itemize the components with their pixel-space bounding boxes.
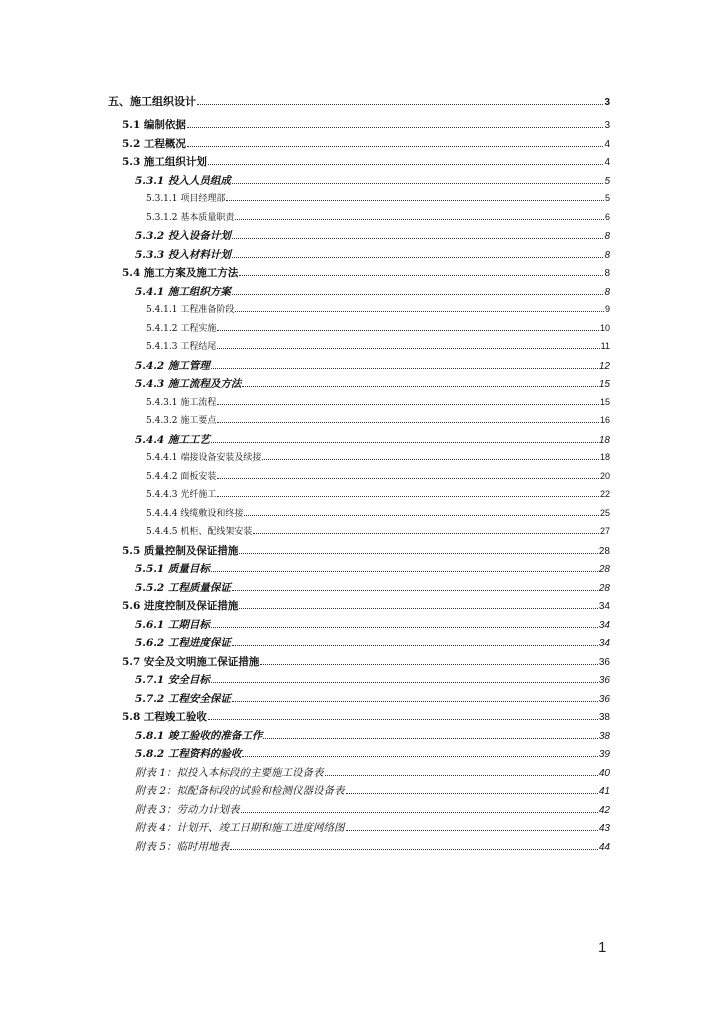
- toc-entry-page: 36: [598, 693, 610, 705]
- dot-leader: [242, 756, 597, 757]
- toc-entry-page: 28: [598, 582, 610, 594]
- dot-leader: [346, 793, 598, 794]
- dot-leader: [232, 645, 598, 646]
- dot-leader: [226, 200, 604, 201]
- toc-entry-title: 附表 4：计划开、竣工日期和施工进度网络图: [135, 822, 345, 834]
- toc-entry-title: 5.7.1 安全目标: [135, 674, 210, 686]
- toc-entry-page: 18: [598, 434, 610, 446]
- dot-leader: [217, 422, 599, 423]
- dot-leader: [262, 459, 599, 460]
- toc-entry-page: 34: [598, 619, 610, 631]
- dot-leader: [232, 238, 604, 239]
- toc-entry[interactable]: [108, 358, 610, 377]
- toc-entry[interactable]: [108, 728, 610, 747]
- dot-leader: [208, 719, 598, 720]
- toc-entry[interactable]: [108, 413, 610, 432]
- toc-entry-page: 4: [604, 138, 610, 150]
- toc-entry-page: 5: [604, 175, 610, 187]
- dot-leader: [242, 386, 597, 387]
- toc-entry-page: 38: [598, 730, 610, 742]
- dot-leader: [232, 183, 604, 184]
- toc-entry-page: 6: [604, 211, 610, 222]
- toc-entry-page: 36: [598, 656, 610, 668]
- toc-entry-title: 5.3.1 投入人员组成: [135, 174, 231, 187]
- toc-entry-title: 附表 3：劳动力计划表: [135, 803, 240, 816]
- toc-entry[interactable]: [108, 265, 610, 284]
- toc-entry-page: 3: [604, 120, 610, 131]
- toc-entry-title: 5.5 质量控制及保证措施: [122, 544, 239, 557]
- toc-entry[interactable]: [108, 432, 610, 451]
- toc-entry-title: 5.8.1 竣工验收的准备工作: [135, 729, 263, 742]
- toc-entry[interactable]: [108, 598, 610, 617]
- dot-leader: [217, 496, 599, 497]
- dot-leader: [239, 553, 597, 554]
- dot-leader: [232, 257, 604, 258]
- toc-entry-page: 11: [600, 341, 610, 351]
- toc-entry[interactable]: [108, 765, 610, 784]
- toc-entry-title: 5.3 施工组织计划: [122, 156, 207, 168]
- toc-entry-title: 五、施工组织设计: [108, 95, 196, 108]
- toc-entry[interactable]: [108, 395, 610, 414]
- toc-entry-page: 18: [599, 452, 610, 462]
- toc-entry[interactable]: [108, 469, 610, 488]
- toc-entry-page: 36: [598, 675, 610, 686]
- dot-leader: [253, 533, 599, 534]
- toc-entry[interactable]: [108, 561, 610, 580]
- toc-entry[interactable]: [108, 136, 610, 155]
- dot-leader: [260, 664, 597, 665]
- toc-entry-title: 5.8 工程竣工验收: [122, 711, 207, 723]
- toc-entry[interactable]: [108, 506, 610, 525]
- toc-entry[interactable]: [108, 487, 610, 506]
- toc-entry[interactable]: [108, 247, 610, 266]
- toc-entry-page: 42: [598, 804, 610, 816]
- toc-entry-page: 25: [599, 507, 610, 518]
- toc-entry-page: 39: [598, 749, 610, 760]
- toc-entry-title: 5.2 工程概况: [122, 137, 186, 150]
- toc-entry-page: 8: [604, 231, 610, 242]
- dot-leader: [217, 404, 599, 405]
- toc-entry-title: 5.4.4.3 光纤施工: [146, 490, 217, 500]
- toc-entry[interactable]: [108, 617, 610, 636]
- toc-entry-title: 5.4.4.2 面板安装: [146, 471, 217, 482]
- toc-entry[interactable]: [108, 210, 610, 229]
- toc-entry-title: 5.4.4.1 端接设备安装及续接: [146, 453, 262, 463]
- toc-entry[interactable]: [108, 746, 610, 765]
- toc-entry[interactable]: [108, 339, 610, 358]
- toc-entry-title: 5.7 安全及文明施工保证措施: [122, 655, 260, 668]
- toc-entry-title: 5.4.2 施工管理: [135, 359, 210, 372]
- dot-leader: [263, 738, 597, 739]
- toc-entry-title: 5.5.2 工程质量保证: [135, 581, 231, 594]
- dot-leader: [232, 294, 604, 295]
- toc-entry-page: 22: [599, 489, 610, 499]
- toc-entry-title: 5.3.3 投入材料计划: [135, 248, 231, 261]
- toc-entry-title: 5.4.4.4 线缆敷设和终接: [146, 508, 244, 519]
- toc-entry[interactable]: [108, 524, 610, 543]
- dot-leader: [211, 571, 598, 572]
- toc-entry-title: 5.4.4 施工工艺: [135, 433, 210, 446]
- toc-entry-page: 34: [598, 638, 610, 649]
- toc-entry-title: 附表 2：拟配备标段的试验和检测仪器设备表: [135, 785, 345, 797]
- toc-entry-title: 5.4.1.3 工程结尾: [146, 342, 217, 352]
- toc-entry[interactable]: [108, 117, 610, 136]
- toc-entry-page: 43: [598, 823, 610, 834]
- toc-entry[interactable]: [108, 672, 610, 691]
- dot-leader: [211, 368, 598, 369]
- dot-leader: [217, 478, 599, 479]
- toc-entry-title: 5.4.3.1 施工流程: [146, 397, 217, 408]
- dot-leader: [211, 682, 598, 683]
- dot-leader: [217, 348, 599, 349]
- toc-entry-title: 5.4.3 施工流程及方法: [135, 378, 242, 390]
- table-of-contents: [108, 93, 610, 857]
- toc-entry-title: 附表 5：临时用地表: [135, 840, 230, 853]
- toc-entry-title: 5.3.1.1 项目经理部: [146, 194, 226, 204]
- dot-leader: [230, 849, 598, 850]
- toc-entry-page: 12: [598, 360, 610, 372]
- toc-entry-page: 8: [604, 286, 610, 298]
- toc-entry-title: 5.1 编制依据: [122, 119, 186, 131]
- toc-entry-page: 40: [598, 767, 610, 779]
- toc-entry-title: 5.7.2 工程安全保证: [135, 692, 231, 705]
- toc-entry[interactable]: [108, 376, 610, 395]
- dot-leader: [211, 442, 598, 443]
- toc-entry-page: 3: [604, 97, 610, 108]
- toc-entry-page: 34: [598, 601, 610, 612]
- toc-entry-title: 5.4.1.1 工程准备阶段: [146, 305, 235, 315]
- dot-leader: [235, 311, 604, 312]
- dot-leader: [239, 275, 603, 276]
- toc-entry-page: 10: [599, 322, 610, 333]
- toc-entry[interactable]: [108, 450, 610, 469]
- toc-entry-page: 4: [604, 157, 610, 168]
- toc-entry-title: 5.6.1 工期目标: [135, 618, 210, 631]
- toc-entry-title: 5.5.1 质量目标: [135, 563, 210, 575]
- toc-entry[interactable]: [108, 820, 610, 839]
- toc-entry[interactable]: [108, 154, 610, 173]
- toc-entry-page: 8: [604, 249, 610, 261]
- toc-entry-page: 9: [604, 304, 610, 314]
- toc-entry[interactable]: [108, 284, 610, 303]
- dot-leader: [217, 330, 599, 331]
- toc-entry-page: 16: [599, 415, 610, 425]
- toc-entry-title: 5.4 施工方案及施工方法: [122, 267, 239, 279]
- toc-entry[interactable]: [108, 191, 610, 210]
- toc-entry-page: 15: [598, 379, 610, 390]
- toc-entry[interactable]: [108, 802, 610, 821]
- toc-entry-title: 5.4.1 施工组织方案: [135, 285, 231, 298]
- toc-entry-page: 44: [598, 841, 610, 853]
- dot-leader: [211, 627, 598, 628]
- dot-leader: [235, 219, 604, 220]
- toc-entry[interactable]: [108, 580, 610, 599]
- dot-leader: [187, 127, 604, 128]
- toc-entry-page: 38: [598, 712, 610, 723]
- toc-entry-title: 5.3.1.2 基本质量职责: [146, 212, 235, 223]
- toc-entry[interactable]: [108, 709, 610, 728]
- toc-entry[interactable]: [108, 839, 610, 858]
- dot-leader: [239, 608, 597, 609]
- dot-leader: [325, 775, 598, 776]
- toc-entry-title: 附表 1：拟投入本标段的主要施工设备表: [135, 766, 324, 779]
- dot-leader: [244, 515, 599, 516]
- toc-entry-page: 8: [604, 268, 610, 279]
- toc-entry-title: 5.4.1.2 工程实施: [146, 323, 217, 334]
- dot-leader: [187, 146, 604, 147]
- toc-entry-title: 5.4.3.2 施工要点: [146, 416, 217, 426]
- toc-entry-title: 5.8.2 工程资料的验收: [135, 748, 242, 760]
- toc-entry[interactable]: [108, 635, 610, 654]
- toc-entry[interactable]: [108, 93, 610, 117]
- toc-entry-title: 5.6 进度控制及保证措施: [122, 600, 239, 612]
- toc-entry[interactable]: [108, 691, 610, 710]
- toc-entry-page: 5: [604, 193, 610, 203]
- dot-leader: [241, 812, 598, 813]
- dot-leader: [346, 830, 598, 831]
- toc-entry[interactable]: [108, 173, 610, 192]
- toc-entry[interactable]: [108, 321, 610, 340]
- toc-entry-page: 28: [598, 564, 610, 575]
- toc-entry[interactable]: [108, 654, 610, 673]
- toc-entry[interactable]: [108, 228, 610, 247]
- toc-entry-title: 5.6.2 工程进度保证: [135, 637, 231, 649]
- page-number: 1: [598, 939, 607, 956]
- toc-entry[interactable]: [108, 783, 610, 802]
- toc-entry-page: 28: [598, 545, 610, 557]
- toc-entry[interactable]: [108, 302, 610, 321]
- toc-entry-page: 20: [599, 470, 610, 481]
- toc-entry-page: 15: [599, 396, 610, 407]
- dot-leader: [232, 590, 598, 591]
- toc-entry[interactable]: [108, 543, 610, 562]
- dot-leader: [197, 104, 603, 105]
- dot-leader: [208, 164, 604, 165]
- toc-entry-page: 41: [598, 786, 610, 797]
- toc-entry-title: 5.3.2 投入设备计划: [135, 230, 231, 242]
- dot-leader: [232, 701, 598, 702]
- toc-entry-page: 27: [599, 526, 610, 536]
- toc-entry-title: 5.4.4.5 机柜、配线架安装: [146, 527, 253, 537]
